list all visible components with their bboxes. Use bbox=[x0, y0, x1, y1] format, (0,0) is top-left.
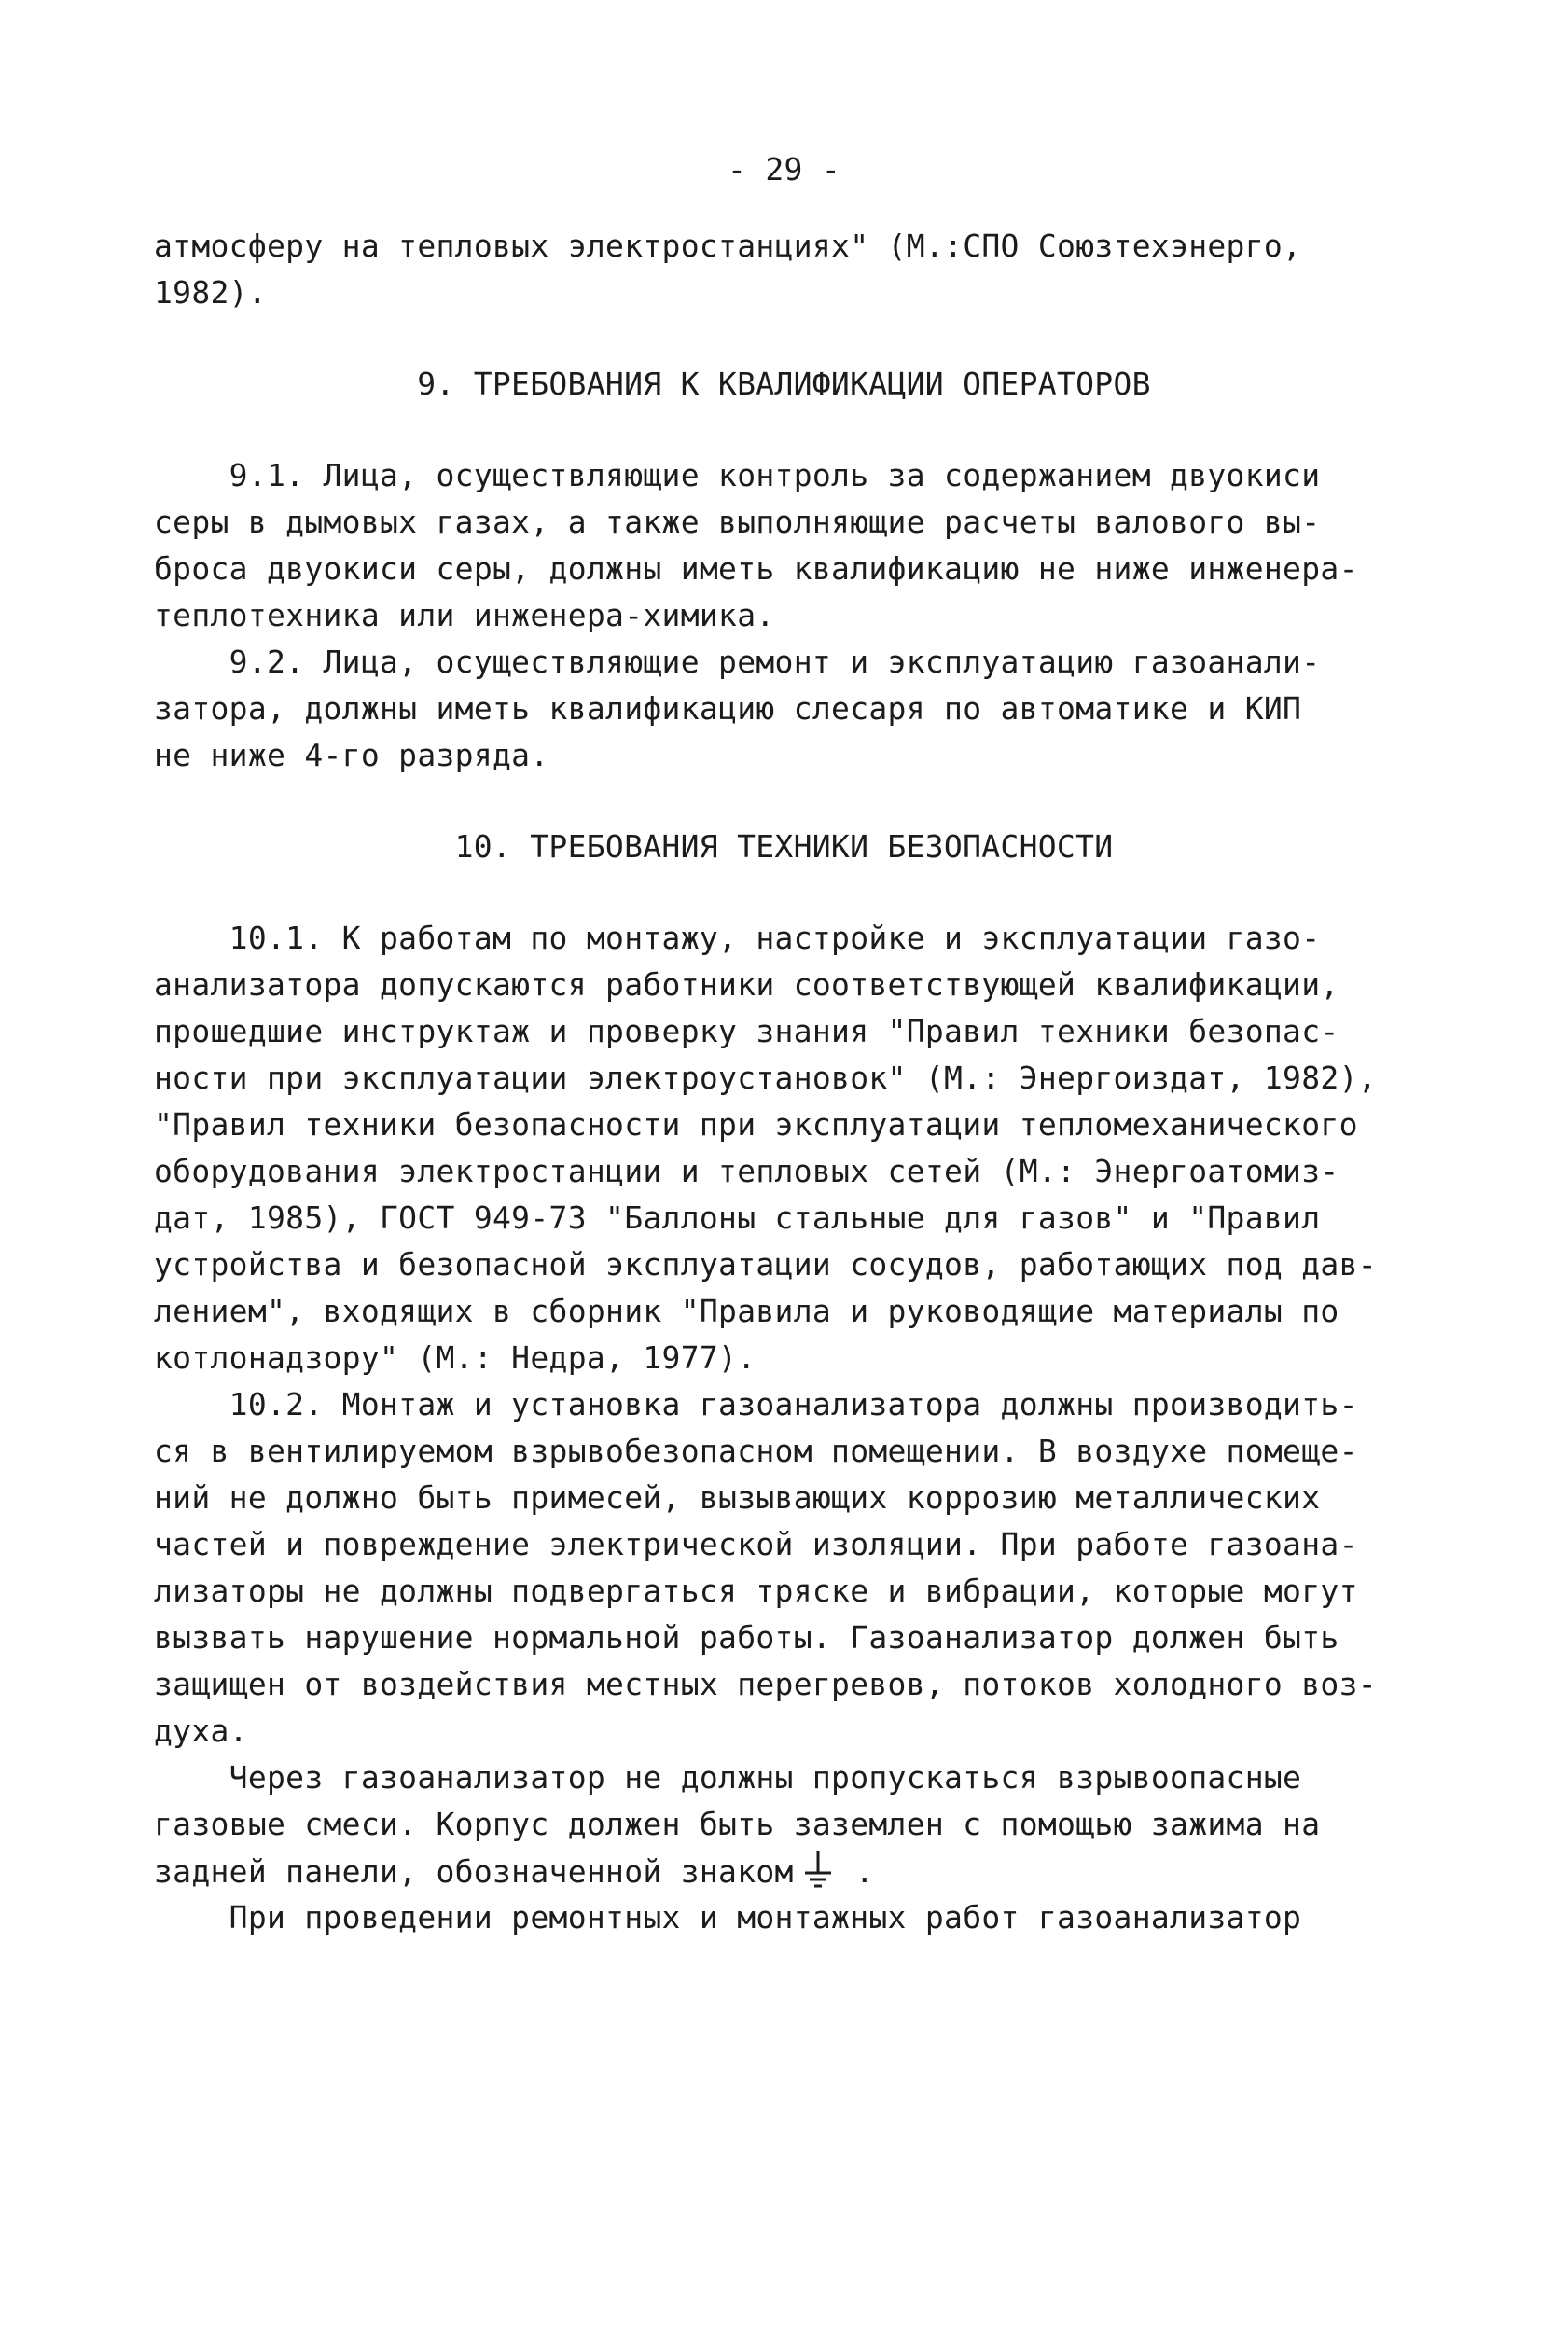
section-10-line: ний не должно быть примесей, вызывающих коррозию металлических bbox=[154, 1479, 1321, 1516]
intro-line-2: 1982). bbox=[154, 274, 268, 311]
page-number: - 29 - bbox=[727, 151, 840, 187]
section-10-line: котлонадзору" (М.: Недра, 1977). bbox=[154, 1339, 756, 1376]
section-10-line: лением", входящих в сборник "Правила и руководящие материалы по bbox=[154, 1293, 1339, 1329]
section-10-line: духа. bbox=[154, 1713, 248, 1749]
section-10-line: газовые смеси. Корпус должен быть заземлен с помощью зажима на bbox=[154, 1806, 1321, 1842]
section-10-line: 10.2. Монтаж и установка газоанализатора должны производить- bbox=[154, 1386, 1358, 1422]
section-10-line: защищен от воздействия местных перегревов, потоков холодного воз- bbox=[154, 1666, 1377, 1702]
section-9-heading: 9. ТРЕБОВАНИЯ К КВАЛИФИКАЦИИ ОПЕРАТОРОВ bbox=[417, 366, 1151, 402]
ground-symbol-line bbox=[154, 1849, 874, 1894]
section-10-line: вызвать нарушение нормальной работы. Газоанализатор должен быть bbox=[154, 1619, 1339, 1656]
section-10-line: устройства и безопасной эксплуатации сосудов, работающих под дав- bbox=[154, 1246, 1377, 1283]
ground-icon bbox=[799, 1849, 837, 1890]
section-9-line: 9.2. Лица, осуществляющие ремонт и эксплуатацию газоанали- bbox=[154, 644, 1321, 680]
section-9-line: броса двуокиси серы, должны иметь квалификацию не ниже инженера- bbox=[154, 550, 1358, 587]
section-10-line: прошедшие инструктаж и проверку знания "Правил техники безопас- bbox=[154, 1013, 1339, 1049]
section-10-line: Через газоанализатор не должны пропускаться взрывоопасные bbox=[154, 1759, 1302, 1796]
section-10-line: ности при эксплуатации электроустановок" (М.: Энергоиздат, 1982), bbox=[154, 1060, 1377, 1096]
section-10-line: дат, 1985), ГОСТ 949-73 "Баллоны стальные для газов" и "Правил bbox=[154, 1200, 1321, 1236]
section-10-heading: 10. ТРЕБОВАНИЯ ТЕХНИКИ БЕЗОПАСНОСТИ bbox=[454, 828, 1114, 865]
section-10-line: "Правил техники безопасности при эксплуатации тепломеханического bbox=[154, 1106, 1358, 1143]
section-10-line: лизаторы не должны подвергаться тряске и вибрации, которые могут bbox=[154, 1573, 1358, 1609]
section-9-line: затора, должны иметь квалификацию слесаря по автоматике и КИП bbox=[154, 690, 1302, 727]
ground-line-end: . bbox=[836, 1853, 875, 1890]
section-10-line: оборудования электростанции и тепловых сетей (М.: Энергоатомиз- bbox=[154, 1153, 1339, 1189]
section-10-line: 10.1. К работам по монтажу, настройке и эксплуатации газо- bbox=[154, 920, 1321, 956]
section-9-line: 9.1. Лица, осуществляющие контроль за содержанием двуокиси bbox=[154, 457, 1321, 493]
section-10-line: анализатора допускаются работники соответствующей квалификации, bbox=[154, 966, 1339, 1003]
section-10-last-line: При проведении ремонтных и монтажных работ газоанализатор bbox=[154, 1899, 1302, 1935]
section-10-line: частей и повреждение электрической изоляции. При работе газоана- bbox=[154, 1526, 1358, 1562]
section-9-line: серы в дымовых газах, а также выполняющие расчеты валового вы- bbox=[154, 504, 1321, 540]
section-9-line: не ниже 4-го разряда. bbox=[154, 737, 549, 773]
section-9-line: теплотехника или инженера-химика. bbox=[154, 597, 775, 633]
intro-line-1: атмосферу на тепловых электростанциях" (М.:СПО Союзтехэнерго, bbox=[154, 228, 1302, 264]
ground-line-text: задней панели, обозначенной знаком bbox=[154, 1853, 794, 1890]
section-10-line: ся в вентилируемом взрывобезопасном помещении. В воздухе помеще- bbox=[154, 1433, 1358, 1469]
